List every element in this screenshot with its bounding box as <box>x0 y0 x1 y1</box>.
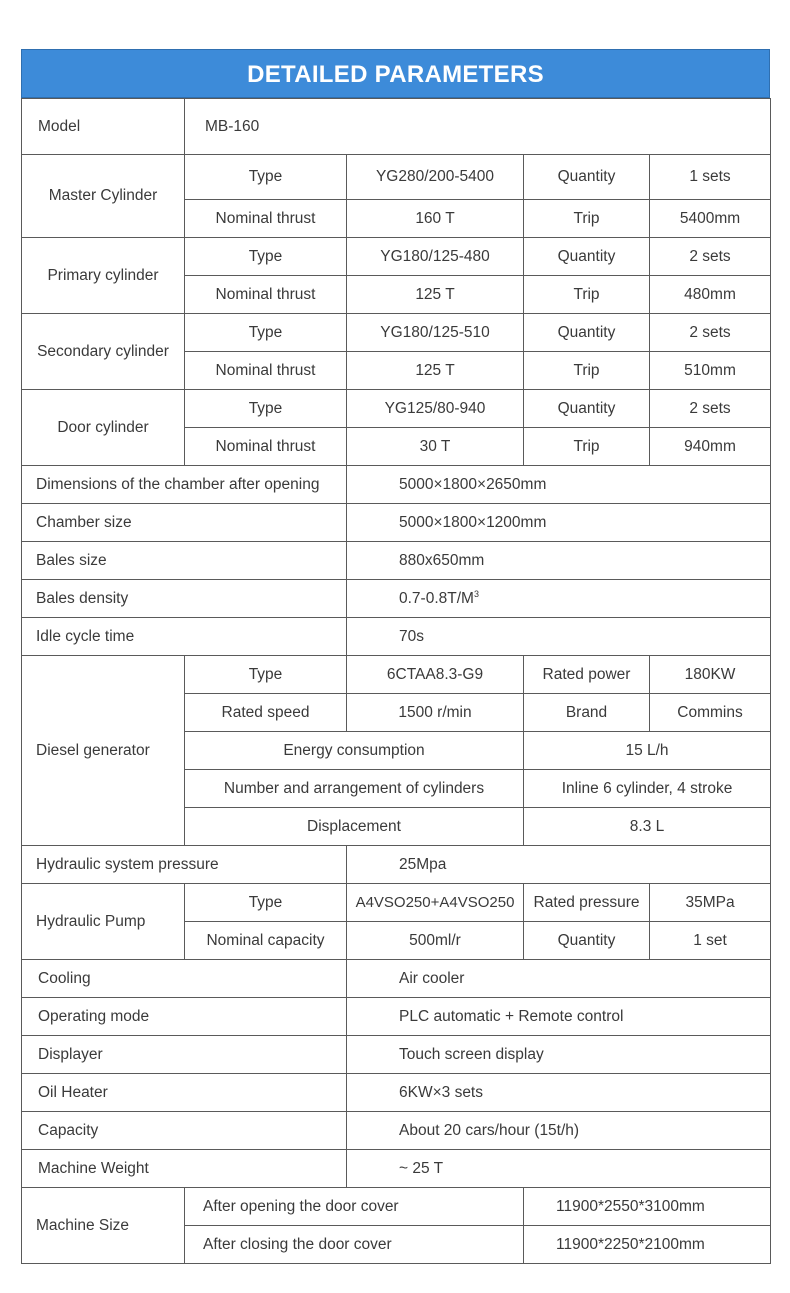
thrust-label: Nominal thrust <box>185 276 347 314</box>
cylinder-row <box>22 390 771 428</box>
thrust-value: 125 T <box>347 352 524 390</box>
type-label: Type <box>185 390 347 428</box>
quantity-value: 2 sets <box>650 390 771 428</box>
cylinder-row <box>22 155 771 200</box>
displacement-label: Displacement <box>185 808 524 846</box>
diesel-row <box>22 656 771 694</box>
general-row <box>22 960 771 998</box>
thrust-label: Nominal thrust <box>185 200 347 238</box>
param-value <box>347 580 771 618</box>
trip-label: Trip <box>524 200 650 238</box>
general-row <box>22 466 771 504</box>
trip-value: 510mm <box>650 352 771 390</box>
type-value: YG180/125-510 <box>347 314 524 352</box>
machine-size-name: Machine Size <box>22 1188 185 1264</box>
param-value-text: 0.7-0.8T/M <box>399 590 474 608</box>
model-value: MB-160 <box>185 99 771 155</box>
general-row <box>22 1036 771 1074</box>
type-label: Type <box>185 656 347 694</box>
power-value: 180KW <box>650 656 771 694</box>
param-label: Capacity <box>22 1112 347 1150</box>
param-value: About 20 cars/hour (15t/h) <box>347 1112 771 1150</box>
power-label: Rated power <box>524 656 650 694</box>
type-label: Type <box>185 314 347 352</box>
general-row <box>22 618 771 656</box>
diesel-name: Diesel generator <box>22 656 185 846</box>
cylinder-row <box>22 238 771 276</box>
machine-size-row <box>22 1188 771 1226</box>
brand-value: Commins <box>650 694 771 732</box>
pump-name: Hydraulic Pump <box>22 884 185 960</box>
general-row <box>22 1112 771 1150</box>
param-value: ~ 25 T <box>347 1150 771 1188</box>
energy-value: 15 L/h <box>524 732 771 770</box>
type-value: 6CTAA8.3-G9 <box>347 656 524 694</box>
quantity-value: 1 set <box>650 922 771 960</box>
hydraulic-value: 25Mpa <box>347 846 771 884</box>
pump-row <box>22 884 771 922</box>
pressure-value: 35MPa <box>650 884 771 922</box>
trip-label: Trip <box>524 428 650 466</box>
param-value: 5000×1800×2650mm <box>347 466 771 504</box>
brand-label: Brand <box>524 694 650 732</box>
general-row <box>22 1074 771 1112</box>
param-value: 70s <box>347 618 771 656</box>
quantity-value: 2 sets <box>650 238 771 276</box>
thrust-value: 160 T <box>347 200 524 238</box>
param-label: Operating mode <box>22 998 347 1036</box>
cylinder-name: Door cylinder <box>22 390 185 466</box>
type-value: YG280/200-5400 <box>347 155 524 200</box>
type-label: Type <box>185 884 347 922</box>
param-label: Bales density <box>22 580 347 618</box>
open-value: 11900*2550*3100mm <box>524 1188 771 1226</box>
cylinders-value: Inline 6 cylinder, 4 stroke <box>524 770 771 808</box>
parameters-sheet <box>21 49 770 1264</box>
thrust-label: Nominal thrust <box>185 352 347 390</box>
cylinder-row <box>22 314 771 352</box>
type-label: Type <box>185 238 347 276</box>
trip-value: 5400mm <box>650 200 771 238</box>
param-label: Displayer <box>22 1036 347 1074</box>
displacement-value: 8.3 L <box>524 808 771 846</box>
trip-label: Trip <box>524 276 650 314</box>
quantity-label: Quantity <box>524 155 650 200</box>
capacity-value: 500ml/r <box>347 922 524 960</box>
quantity-label: Quantity <box>524 314 650 352</box>
hydraulic-label: Hydraulic system pressure <box>22 846 347 884</box>
param-label: Bales size <box>22 542 347 580</box>
quantity-value: 1 sets <box>650 155 771 200</box>
thrust-value: 125 T <box>347 276 524 314</box>
type-value: YG125/80-940 <box>347 390 524 428</box>
parameters-table <box>21 98 771 1264</box>
thrust-value: 30 T <box>347 428 524 466</box>
trip-value: 940mm <box>650 428 771 466</box>
model-row <box>22 99 771 155</box>
cylinder-name: Secondary cylinder <box>22 314 185 390</box>
trip-label: Trip <box>524 352 650 390</box>
param-value: 5000×1800×1200mm <box>347 504 771 542</box>
general-row <box>22 504 771 542</box>
type-label: Type <box>185 155 347 200</box>
quantity-label: Quantity <box>524 922 650 960</box>
quantity-label: Quantity <box>524 238 650 276</box>
param-label: Chamber size <box>22 504 347 542</box>
general-row <box>22 1150 771 1188</box>
type-value: YG180/125-480 <box>347 238 524 276</box>
quantity-label: Quantity <box>524 390 650 428</box>
param-label: Machine Weight <box>22 1150 347 1188</box>
speed-label: Rated speed <box>185 694 347 732</box>
general-row <box>22 580 771 618</box>
type-value: A4VSO250+A4VSO250 <box>347 884 524 922</box>
general-row <box>22 998 771 1036</box>
param-label: Idle cycle time <box>22 618 347 656</box>
model-label: Model <box>22 99 185 155</box>
cylinder-name: Master Cylinder <box>22 155 185 238</box>
param-value: 880x650mm <box>347 542 771 580</box>
param-label: Cooling <box>22 960 347 998</box>
param-label: Dimensions of the chamber after opening <box>22 466 347 504</box>
thrust-label: Nominal thrust <box>185 428 347 466</box>
capacity-label: Nominal capacity <box>185 922 347 960</box>
cylinders-label: Number and arrangement of cylinders <box>185 770 524 808</box>
param-value: Air cooler <box>347 960 771 998</box>
trip-value: 480mm <box>650 276 771 314</box>
superscript: 3 <box>473 588 479 599</box>
pressure-label: Rated pressure <box>524 884 650 922</box>
general-row <box>22 542 771 580</box>
cylinder-name: Primary cylinder <box>22 238 185 314</box>
quantity-value: 2 sets <box>650 314 771 352</box>
param-value: 6KW×3 sets <box>347 1074 771 1112</box>
energy-label: Energy consumption <box>185 732 524 770</box>
param-value: Touch screen display <box>347 1036 771 1074</box>
open-label: After opening the door cover <box>185 1188 524 1226</box>
close-label: After closing the door cover <box>185 1226 524 1264</box>
close-value: 11900*2250*2100mm <box>524 1226 771 1264</box>
hydraulic-row <box>22 846 771 884</box>
speed-value: 1500 r/min <box>347 694 524 732</box>
param-value: PLC automatic + Remote control <box>347 998 771 1036</box>
param-label: Oil Heater <box>22 1074 347 1112</box>
sheet-title: DETAILED PARAMETERS <box>21 49 770 98</box>
